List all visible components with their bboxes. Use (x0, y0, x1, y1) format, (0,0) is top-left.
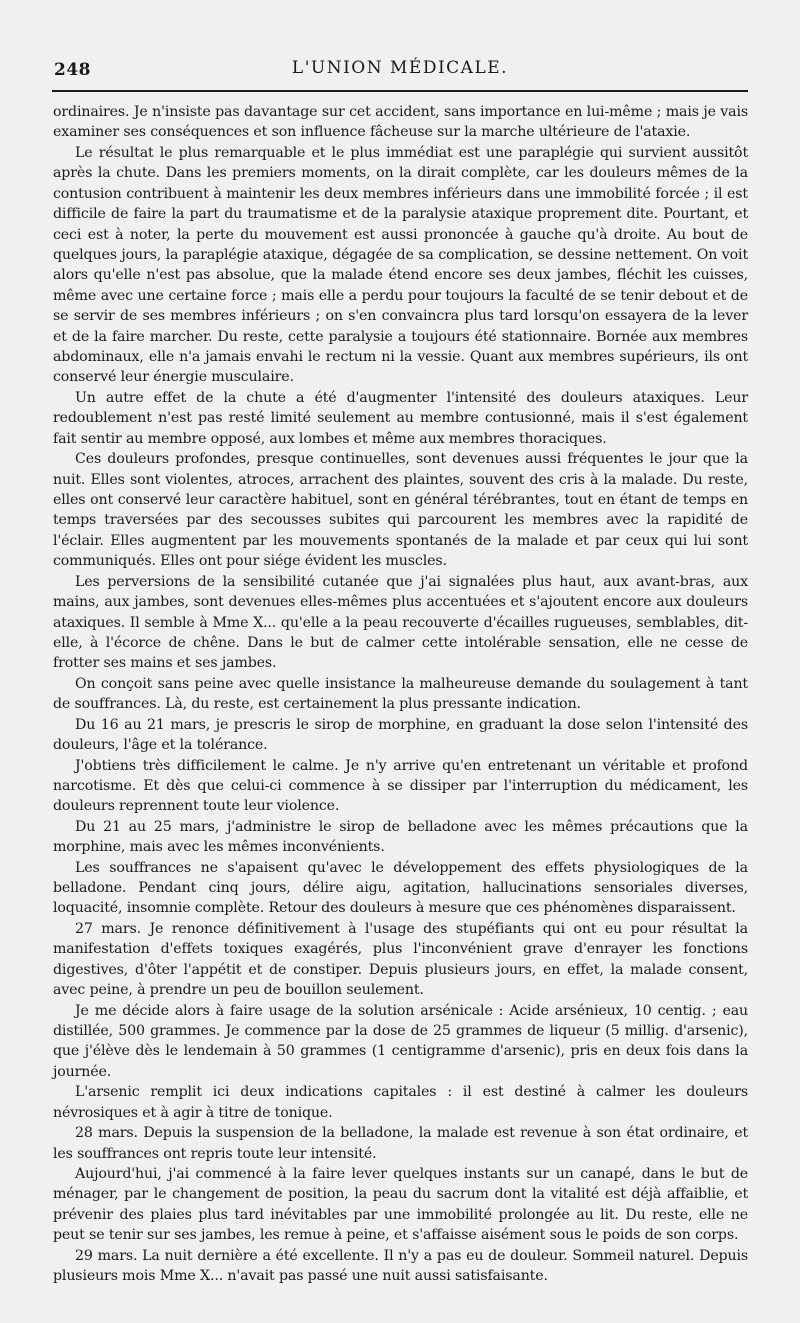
page-number: 248 (54, 60, 91, 80)
paragraph: Ces douleurs profondes, presque continuelles, sont devenues aussi fréquentes le jour que la nuit. Elles sont violentes, atroces, arrachent des plaintes, souvent des cris à la malade. Du reste, elles ont conservé leur caractère habituel, sont en général térébrantes, tout en étant de temps en temps traversées par des secousses subites qui parcourent les membres avec la rapidité de l'éclair. Elles augmentent par les mouvements spontanés de la malade et par ceux qui lui sont communiqués. Elles ont pour siége évident les muscles. (53, 451, 748, 570)
running-title: L'UNION MÉDICALE. (291, 58, 509, 78)
paragraph: Les perversions de la sensibilité cutanée que j'ai signalées plus haut, aux avant-bras, aux mains, aux jambes, sont devenues elles-mêmes plus accentuées et s'ajoutent encore aux douleurs ataxiques. Il semble à Mme X... qu'elle a la peau recouverte d'écailles rugueuses, semblables, dit-elle, à l'écorce de chêne. Dans le but de calmer cette intolérable sensation, elle ne cesse de frotter ses mains et ses jambes. (53, 573, 748, 672)
paragraph: Du 16 au 21 mars, je prescris le sirop de morphine, en graduant la dose selon l'intensité des douleurs, l'âge et la tolérance. (53, 716, 748, 754)
paragraph: Le résultat le plus remarquable et le plus immédiat est une paraplégie qui survient aussitôt après la chute. Dans les premiers moments, on la dirait complète, car les douleurs mêmes de la contusion contribuent à maintenir les deux membres inférieurs dans une immobilité forcée ; il est difficile de faire la part du traumatisme et de la paralysie ataxique proprement dite. Pourtant, et ceci est à noter, la perte du mouvement est aussi prononcée à gauche qu'à droite. Au bout de quelques jours, la paraplégie ataxique, dégagée de sa complication, se dessine nettement. On voit alors qu'elle n'est pas absolue, que la malade étend encore ses deux jambes, fléchit les cuisses, même avec une certaine force ; mais elle a perdu pour toujours la faculté de se tenir debout et de se servir de ses membres inférieurs ; on s'en convaincra plus tard lorsqu'on essayera de la lever et de la faire marcher. Du reste, cette paralysie a toujours été stationnaire. Bornée aux membres abdominaux, elle n'a jamais envahi le rectum ni la vessie. Quant aux membres supérieurs, ils ont conservé leur énergie musculaire. (53, 144, 748, 386)
paragraph: Un autre effet de la chute a été d'augmenter l'intensité des douleurs ataxiques. Leur redoublement n'est pas resté limité seulement au membre contusionné, mais il s'est également fait sentir au membre opposé, aux lombes et même aux membres thoraciques. (53, 389, 748, 447)
page-header (52, 58, 748, 86)
paragraph: ordinaires. Je n'insiste pas davantage sur cet accident, sans importance en lui-même ; mais je vais examiner ses conséquences et son influence fâcheuse sur la marche ultérieure de l'ataxie. (53, 104, 748, 141)
paragraph: 27 mars. Je renonce définitivement à l'usage des stupéfiants qui ont eu pour résultat la manifestation d'effets toxiques exagérés, plus l'inconvénient grave d'enrayer les fonctions digestives, d'ôter l'appétit et de constiper. Depuis plusieurs jours, en effet, la malade consent, avec peine, à prendre un peu de bouillon seulement. (53, 920, 748, 999)
paragraph: Les souffrances ne s'apaisent qu'avec le développement des effets physiologiques de la belladone. Pendant cinq jours, délire aigu, agitation, hallucinations sensoriales diverses, loquacité, insomnie complète. Retour des douleurs à mesure que ces phénomènes disparaissent. (53, 859, 748, 917)
paragraph: Du 21 au 25 mars, j'administre le sirop de belladone avec les mêmes précautions que la morphine, mais avec les mêmes inconvénients. (53, 818, 748, 856)
paragraph: 29 mars. La nuit dernière a été excellente. Il n'y a pas eu de douleur. Sommeil naturel. Depuis plusieurs mois Mme X... n'avait pas passé une nuit aussi satisfaisante. (53, 1247, 748, 1285)
paragraph: 28 mars. Depuis la suspension de la belladone, la malade est revenue à son état ordinaire, et les souffrances ont repris toute leur intensité. (53, 1125, 748, 1162)
paragraph: J'obtiens très difficilement le calme. Je n'y arrive qu'en entretenant un véritable et profond narcotisme. Et dès que celui-ci commence à se dissiper par l'interruption du médicament, les douleurs reprennent toute leur violence. (53, 757, 748, 815)
header-rule (52, 90, 748, 92)
paragraph: Aujourd'hui, j'ai commencé à la faire lever quelques instants sur un canapé, dans le but de ménager, par le changement de position, la peau du sacrum dont la vitalité est déjà affaiblie, et prévenir des plaies plus tard inévitables par une immobilité prolongée au lit. Du reste, elle ne peut se tenir sur ses jambes, les remue à peine, et s'affaisse aisément sous le poids de son corps. (53, 1165, 748, 1244)
paragraph: Je me décide alors à faire usage de la solution arsénicale : Acide arsénieux, 10 centig. ; eau distillée, 500 grammes. Je commence par la dose de 25 grammes de liqueur (5 millig. d'arsenic), que j'élève dès le lendemain à 50 grammes (1 centigramme d'arsenic), pris en deux fois dans la journée. (53, 1002, 748, 1080)
paragraph: On conçoit sans peine avec quelle insistance la malheureuse demande du soulagement à tant de souffrances. Là, du reste, est certainement la plus pressante indication. (53, 675, 748, 713)
article-body (53, 102, 748, 1286)
paragraph: L'arsenic remplit ici deux indications capitales : il est destiné à calmer les douleurs névrosiques et à agir à titre de tonique. (53, 1084, 748, 1121)
